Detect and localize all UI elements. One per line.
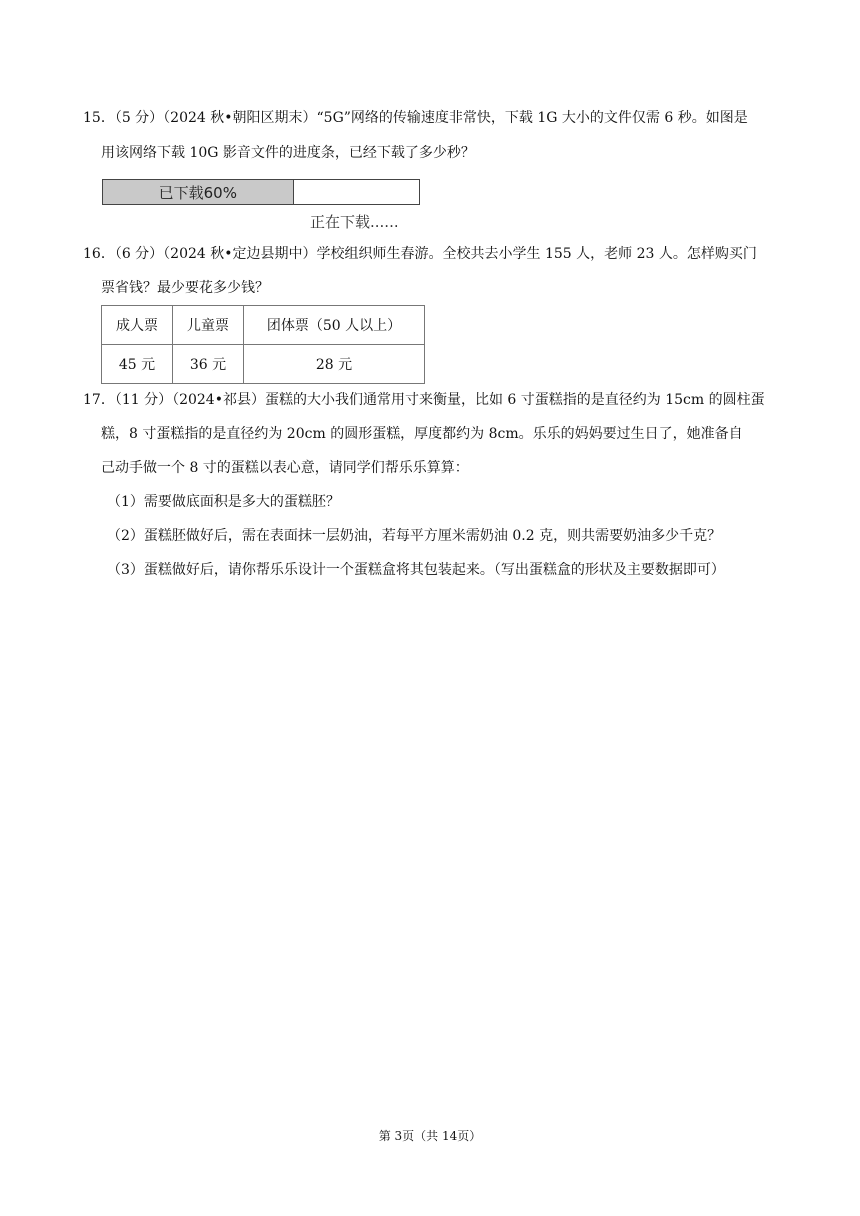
- header-child-ticket: 儿童票: [173, 306, 244, 345]
- header-adult-ticket: 成人票: [102, 306, 173, 345]
- q16-line-2: 票省钱？最少要花多少钱？: [101, 280, 269, 296]
- table-row: [102, 306, 425, 345]
- header-group-ticket: 团体票（50 人以上）: [244, 306, 425, 345]
- ticket-price-table: [101, 305, 425, 384]
- q16-line-1: 16．（6 分）（2024 秋•定边县期中）学校组织师生春游。全校共去小学生 155 人，老师 23 人。怎样购买门: [83, 246, 757, 262]
- q15-line-2: 用该网络下载 10G 影音文件的进度条，已经下载了多少秒？: [101, 145, 475, 161]
- progress-label: 已下载60%: [158, 183, 237, 202]
- download-progress-bar: [102, 179, 420, 205]
- price-adult: 45 元: [102, 345, 173, 384]
- progress-status-text: 正在下载......: [310, 213, 399, 231]
- price-group: 28 元: [244, 345, 425, 384]
- price-child: 36 元: [173, 345, 244, 384]
- q17-sub-2: （2）蛋糕胚做好后，需在表面抹一层奶油，若每平方厘米需奶油 0.2 克，则共需要奶油多少千克？: [107, 528, 722, 544]
- q17-line-3: 己动手做一个 8 寸的蛋糕以表心意，请同学们帮乐乐算算：: [101, 460, 469, 476]
- page-footer: 第 3页（共 14页）: [378, 1129, 482, 1143]
- q17-line-2: 糕，8 寸蛋糕指的是直径约为 20cm 的圆形蛋糕，厚度都约为 8cm。乐乐的妈妈要过生日了，她准备自: [101, 426, 743, 442]
- q17-line-1: 17．（11 分）（2024•祁县）蛋糕的大小我们通常用寸来衡量，比如 6 寸蛋糕指的是直径约为 15cm 的圆柱蛋: [83, 392, 765, 408]
- q15-line-1: 15．（5 分）（2024 秋•朝阳区期末）“5G”网络的传输速度非常快，下载 1G 大小的文件仅需 6 秒。如图是: [83, 110, 748, 126]
- table-row: [102, 345, 425, 384]
- q17-sub-3: （3）蛋糕做好后，请你帮乐乐设计一个蛋糕盒将其包装起来。（写出蛋糕盒的形状及主要数据即可）: [107, 562, 725, 578]
- q17-sub-1: （1）需要做底面积是多大的蛋糕胚？: [107, 494, 340, 510]
